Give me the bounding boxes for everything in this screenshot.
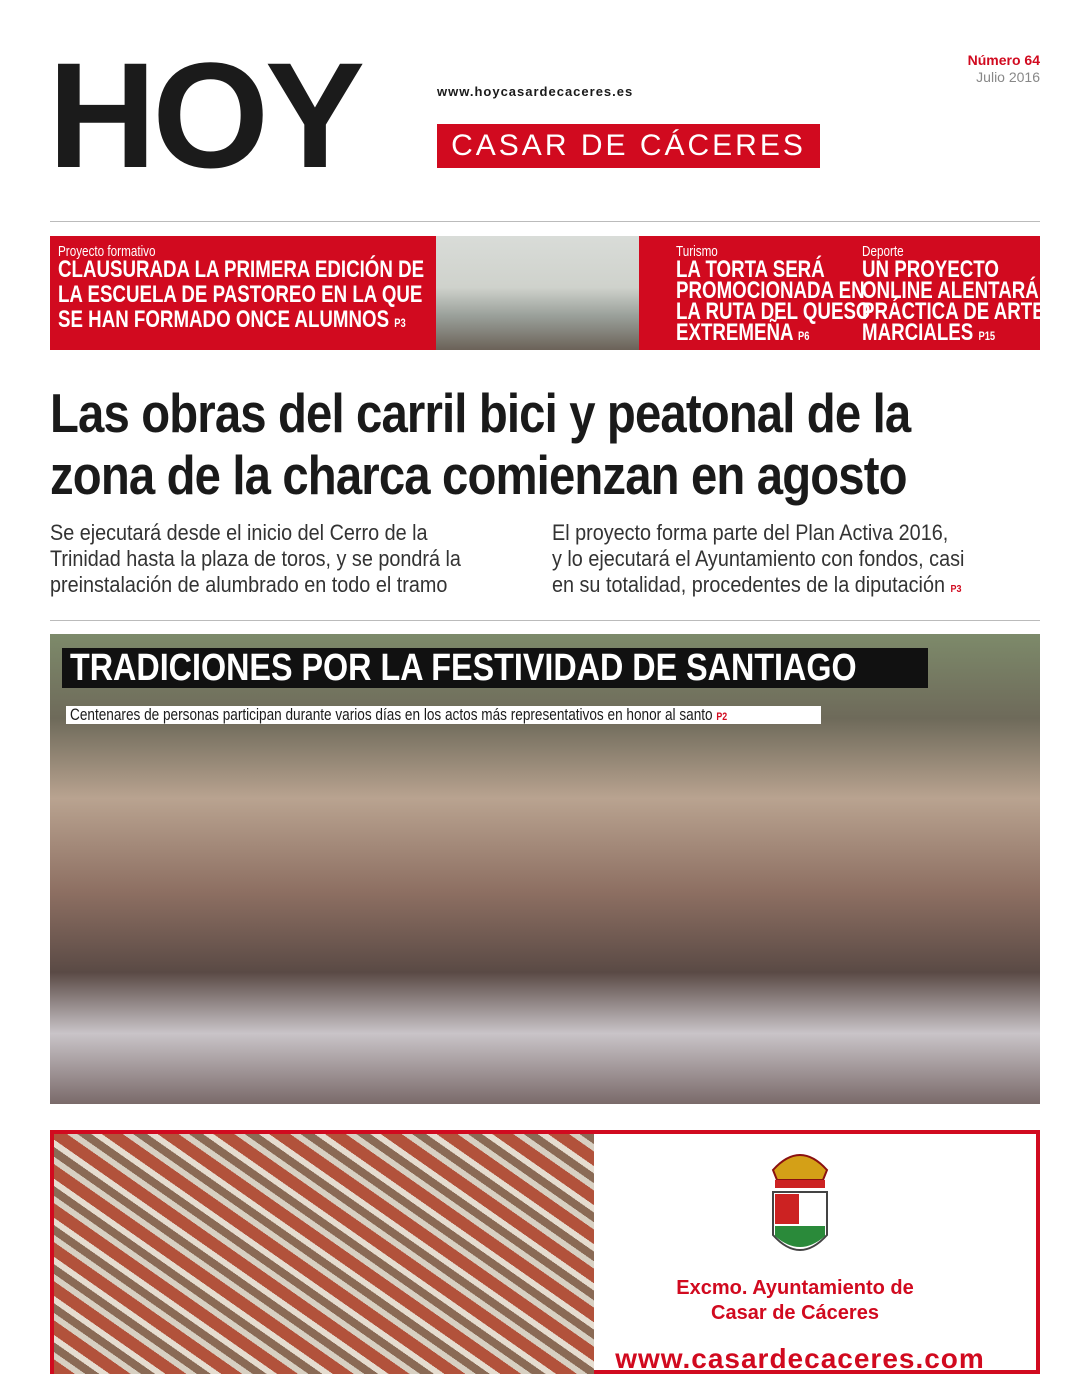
feature-title: TRADICIONES POR LA FESTIVIDAD DE SANTIAGO [70, 647, 857, 689]
teaser-line: UN PROYECTO [862, 256, 999, 283]
page-ref: P3 [394, 316, 406, 330]
divider [50, 221, 1040, 222]
page-ref: P3 [950, 584, 962, 595]
teaser-line: LA ESCUELA DE PASTOREO EN LA QUE [58, 281, 423, 308]
headline-line: Las obras del carril bici y peatonal de la [50, 382, 911, 444]
teaser-kicker: Proyecto formativo [58, 243, 156, 260]
ad-line: Excmo. Ayuntamiento de [676, 1277, 914, 1299]
teaser-line: EXTREMEÑA [676, 319, 793, 346]
issue-date: Julio 2016 [976, 69, 1040, 85]
teaser-sport[interactable] [862, 243, 1090, 347]
deck-right [552, 520, 1010, 603]
edition-banner: CASAR DE CÁCERES [437, 124, 820, 168]
ad-url[interactable]: www.casardecaceres.com [615, 1343, 985, 1374]
deck-line: en su totalidad, procedentes de la diputación [552, 572, 945, 597]
deck-line: El proyecto forma parte del Plan Activa 2016, [552, 520, 949, 545]
teaser-line: SE HAN FORMADO ONCE ALUMNOS [58, 306, 390, 333]
festival-photo [50, 634, 1040, 1104]
ad-text [600, 1276, 990, 1326]
teaser-line: PROMOCIONADA EN [676, 277, 865, 304]
divider [50, 620, 1040, 621]
page-ref: P15 [978, 329, 996, 343]
deck-line: Se ejecutará desde el inicio del Cerro de la [50, 520, 428, 545]
deck-line: Trinidad hasta la plaza de toros, y se pondrá la [50, 546, 461, 571]
feature-subtitle-box [66, 706, 821, 724]
teaser-kicker: Turismo [676, 243, 718, 260]
site-url[interactable]: www.hoycasardecaceres.es [437, 84, 634, 99]
teaser-line: LA TORTA SERÁ [676, 256, 825, 283]
feature-subtitle: Centenares de personas participan durante varios días en los actos más representativos en honor al santo [70, 706, 713, 724]
page-ref: P6 [798, 329, 810, 343]
feature-title-box[interactable] [62, 648, 928, 688]
teaser-line: LA RUTA DEL QUESO [676, 298, 871, 325]
teaser-line: CLAUSURADA LA PRIMERA EDICIÓN DE [58, 256, 425, 283]
headline-line: zona de la charca comienzan en agosto [50, 444, 907, 506]
teaser-line: PRÁCTICA DE ARTES [862, 298, 1058, 325]
main-headline[interactable] [50, 382, 1050, 506]
issue-number: Número 64 [967, 52, 1040, 68]
teaser-line: MARCIALES [862, 319, 974, 346]
deck-line: preinstalación de alumbrado en todo el tramo [50, 572, 448, 597]
issue-info [968, 52, 1040, 86]
coat-of-arms-icon [765, 1140, 835, 1265]
deck-left [50, 520, 507, 598]
teaser-photo [436, 236, 639, 350]
teaser-line: ONLINE ALENTARÁ LA [862, 277, 1069, 304]
teaser-kicker: Deporte [862, 243, 904, 260]
aerial-town-photo [54, 1134, 594, 1374]
page-ref: P2 [716, 711, 728, 723]
hoy-logo: HOY [48, 31, 362, 199]
ad-line: Casar de Cáceres [711, 1302, 879, 1324]
deck-line: y lo ejecutará el Ayuntamiento con fondos, casi [552, 546, 965, 571]
